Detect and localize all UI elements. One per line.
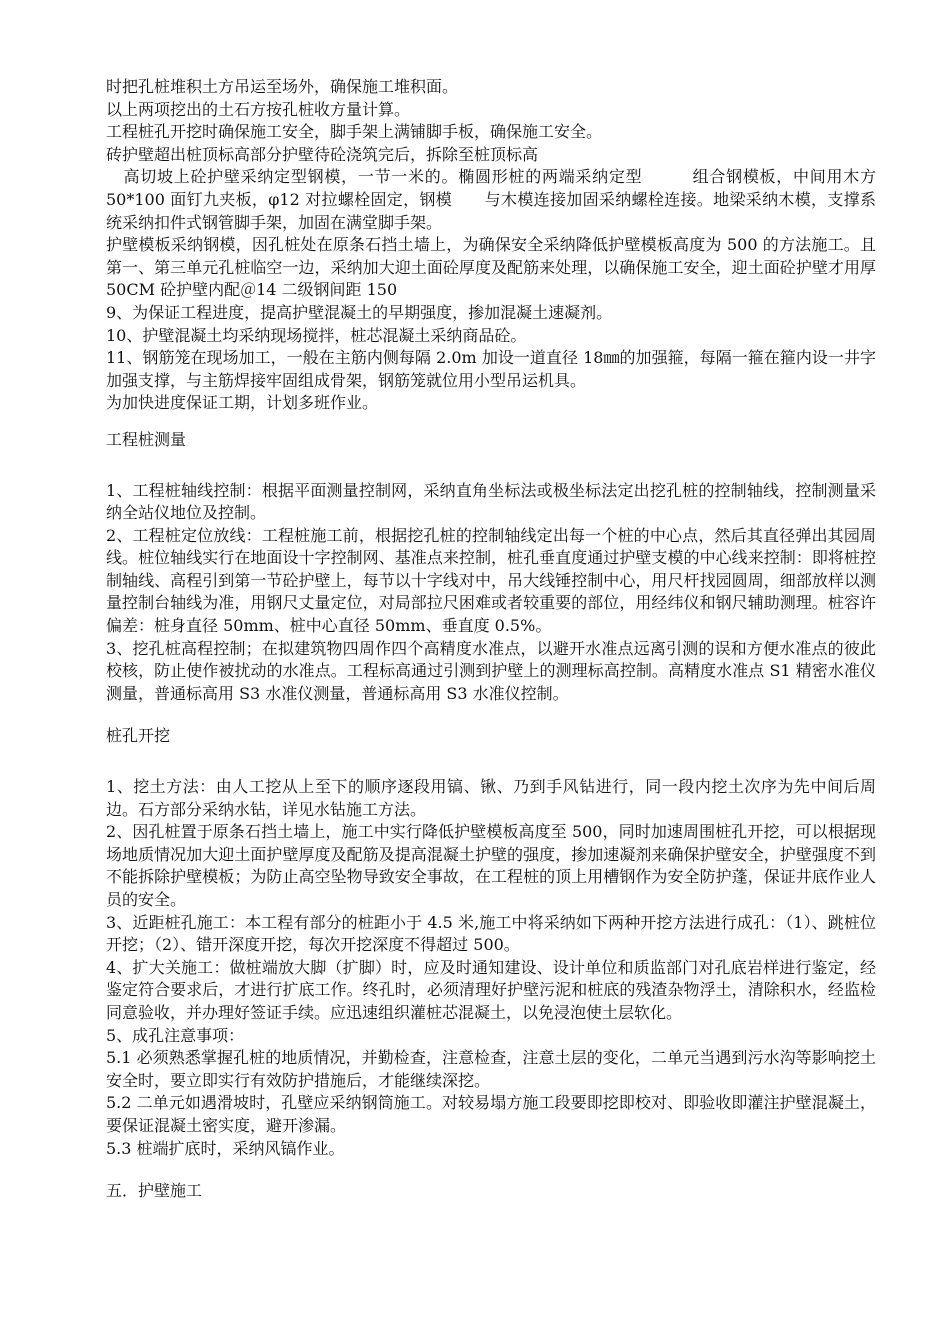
paragraph: 以上两项挖出的土石方按孔桩收方量计算。 — [106, 99, 411, 119]
paragraph: 4、扩大关施工：做桩端放大脚（扩脚）时，应及时通知建设、设计单位和质监部门对孔底岩样进行鉴定，经鉴定符合要求后，才进行扩底工作。终孔时，必须清理好护壁污泥和桩底的残渣杂物浮土，清除积水，经监检同意验收，并办理好签证手续。应迅速组织灌桩芯混凝土，以免浸泡使土层软化。 — [106, 957, 876, 1022]
paragraph: 3、近距桩孔施工：本工程有部分的桩距小于 4.5 米,施工中将采纳如下两种开挖方法进行成孔：（1）、跳桩位开挖；（2）、错开深度开挖，每次开挖深度不得超过 500。 — [106, 912, 876, 955]
section-heading-excavation: 桩孔开挖 — [106, 726, 171, 746]
section-heading-survey: 工程桩测量 — [106, 429, 187, 449]
document-page — [106, 76, 882, 1203]
section-heading-wall-construction: 五．护壁施工 — [106, 1181, 203, 1201]
paragraph: 为加快进度保证工期，计划多班作业。 — [106, 393, 379, 413]
paragraph: 1、工程桩轴线控制：根据平面测量控制网，采纳直角坐标法或极坐标法定出挖孔桩的控制轴线，控制测量采纳全站仪地位及控制。 — [106, 480, 876, 523]
paragraph: 1、挖土方法：由人工挖从上至下的顺序逐段用镐、锹、乃到手风钻进行，同一段内挖土次序为先中间后周边。石方部分采纳水钻，详见水钻施工方法。 — [106, 777, 876, 819]
paragraph: 11、钢筋笼在现场加工，一般在主筋内侧每隔 2.0m 加设一道直径 18㎜的加强箍，每隔一箍在箍内设一井字加强支撑，与主筋焊接牢固组成骨架，钢筋笼就位用小型吊运机具。 — [106, 348, 876, 390]
paragraph: 10、护壁混凝土均采纳现场搅拌，桩芯混凝土采纳商品砼。 — [106, 325, 527, 345]
paragraph: 5、成孔注意事项： — [106, 1025, 245, 1045]
paragraph: 护壁模板采纳钢模，因孔桩处在原条石挡土墙上，为确保安全采纳降低护壁模板高度为 500 的方法施工。且第一、第三单元孔桩临空一边，采纳加大迎土面砼厚度及配筋来处理，以确保施工安全，迎土面砼护壁才用厚 50CM 砼护壁内配＠14 二级钢间距 150 — [106, 235, 876, 300]
paragraph: 高切坡上砼护壁采纳定型钢模，一节一米的。椭圆形桩的两端采纳定型 组合钢模板，中间用木方 50*100 面钉九夹板，φ12 对拉螺栓固定，钢模 与木模连接加固采纳螺栓连接。地梁采纳木模，支撑系统采纳扣件式钢管脚手架，加固在满堂脚手架。 — [106, 167, 882, 232]
excavation-section — [106, 776, 876, 1160]
paragraph: 5.3 桩端扩底时，采纳风镐作业。 — [106, 1138, 345, 1158]
paragraph: 2、工程桩定位放线：工程桩施工前，根据挖孔桩的控制轴线定出每一个桩的中心点，然后其直径弹出其园周线。桩位轴线实行在地面设十字控制网、基准点来控制，桩孔垂直度通过护壁支模的中心线来控制：即将桩控制轴线、高程引到第一节砼护壁上，每节以十字线对中，吊大线锤控制中心，用尺杆找园圆周，细部放样以测量控制台轴线为准，用钢尺丈量定位，对局部拉尺困难或者较重要的部位，用经纬仪和钢尺辅助测理。桩容许偏差：桩身直径 50mm、桩中心直径 50mm、垂直度 0.5%。 — [106, 525, 876, 636]
paragraph: 3、挖孔桩高程控制；在拟建筑物四周作四个高精度水准点，以避开水准点远离引测的误和方便水准点的彼此校核，防止使作被扰动的水准点。工程标高通过引测到护壁上的测理标高控制。高精度水准点 S1 精密水准仪测量，普通标高用 S3 水准仪测量，普通标高用 S3 水准仪控制。 — [106, 638, 876, 703]
paragraph: 工程桩孔开挖时确保施工安全，脚手架上满铺脚手板，确保施工安全。 — [106, 122, 603, 142]
intro-block — [106, 76, 882, 415]
survey-section — [106, 480, 876, 706]
paragraph: 2、因孔桩置于原条石挡土墙上，施工中实行降低护壁模板高度至 500，同时加速周围桩孔开挖，可以根据现场地质情况加大迎土面护壁厚度及配筋及提高混凝土护壁的强度，掺加速凝剂来确保护壁安全，护壁强度不到不能拆除护壁模板；为防止高空坠物导致安全事故，在工程桩的顶上用槽钢作为安全防护蓬，保证井底作业人员的安全。 — [106, 822, 876, 909]
paragraph: 5.2 二单元如遇滑坡时，孔壁应采纳钢筒施工。对较易塌方施工段要即挖即校对、即验收即灌注护壁混凝土，要保证混凝土密实度，避开渗漏。 — [106, 1093, 876, 1135]
paragraph: 9、为保证工程进度，提高护壁混凝土的早期强度，掺加混凝土速凝剂。 — [106, 302, 613, 322]
paragraph: 时把孔桩堆积土方吊运至场外，确保施工堆积面。 — [106, 77, 459, 96]
paragraph: 5.1 必须熟悉掌握孔桩的地质情况，并勤检查，注意检查，注意土层的变化，二单元当遇到污水沟等影响挖土安全时，要立即实行有效防护措施后，才能继续深挖。 — [106, 1048, 876, 1090]
paragraph: 砖护壁超出桩顶标高部分护壁待砼浇筑完后，拆除至桩顶标高 — [106, 144, 539, 164]
